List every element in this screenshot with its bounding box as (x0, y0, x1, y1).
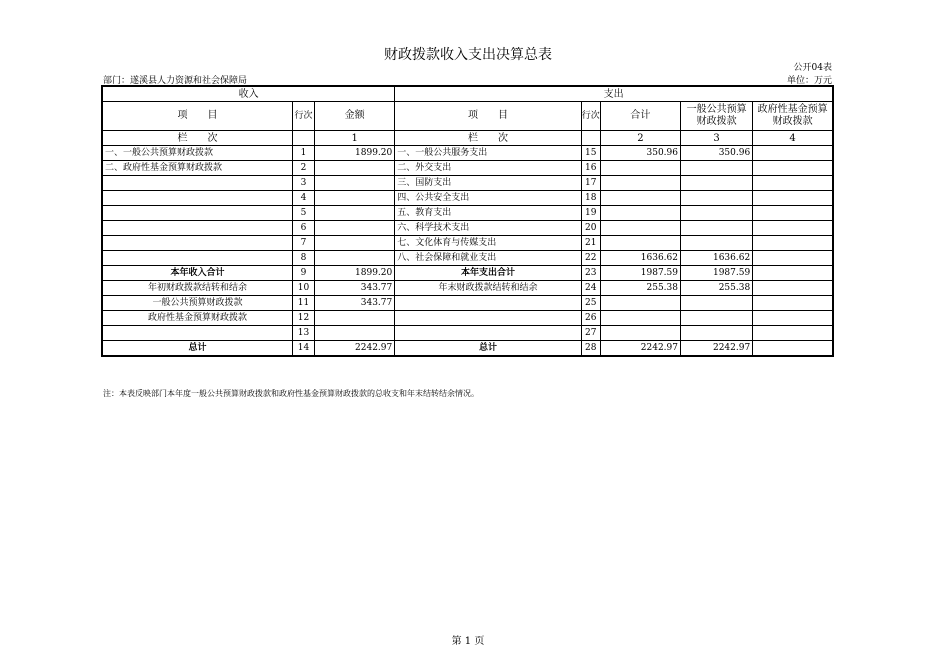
income-amount (315, 176, 395, 191)
col-item-header: 项 目 (102, 102, 293, 131)
expense-general (681, 296, 753, 311)
income-rowno: 1 (293, 146, 315, 161)
income-rowno: 10 (293, 281, 315, 296)
expense-total (600, 221, 680, 236)
table-row (102, 266, 833, 281)
expense-general (681, 176, 753, 191)
expense-rowno: 19 (581, 206, 600, 221)
income-item: 一、一般公共预算财政拨款 (102, 146, 293, 161)
income-amount (315, 191, 395, 206)
expense-general (681, 161, 753, 176)
expense-general (681, 206, 753, 221)
income-rowno: 2 (293, 161, 315, 176)
expense-item: 总计 (395, 341, 582, 357)
income-item (102, 251, 293, 266)
expense-rowno: 18 (581, 191, 600, 206)
expense-total (600, 206, 680, 221)
expense-item: 八、社会保障和就业支出 (395, 251, 582, 266)
income-amount: 343.77 (315, 296, 395, 311)
unit-label: 单位：万元 (786, 76, 832, 86)
table-row (102, 176, 833, 191)
table-row (102, 251, 833, 266)
expense-rowno: 25 (581, 296, 600, 311)
col-item2-header: 项 目 (395, 102, 582, 131)
expense-rowno: 20 (581, 221, 600, 236)
income-amount (315, 251, 395, 266)
expense-fund (753, 266, 833, 281)
income-item: 二、政府性基金预算财政拨款 (102, 161, 293, 176)
expense-fund (753, 206, 833, 221)
income-item: 年初财政拨款结转和结余 (102, 281, 293, 296)
income-amount (315, 311, 395, 326)
income-rowno: 7 (293, 236, 315, 251)
income-item: 一般公共预算财政拨款 (102, 296, 293, 311)
expense-general: 350.96 (681, 146, 753, 161)
table-row (102, 341, 833, 357)
empty-cell (581, 131, 600, 146)
col-fund-header: 政府性基金预算财政拨款 (753, 102, 833, 131)
table-row (102, 206, 833, 221)
table-row (102, 236, 833, 251)
expense-general (681, 326, 753, 341)
expense-item: 四、公共安全支出 (395, 191, 582, 206)
income-amount (315, 161, 395, 176)
table-row (102, 296, 833, 311)
income-rowno: 4 (293, 191, 315, 206)
expense-total: 1636.62 (600, 251, 680, 266)
expense-rowno: 26 (581, 311, 600, 326)
income-rowno: 9 (293, 266, 315, 281)
expense-fund (753, 296, 833, 311)
income-item (102, 236, 293, 251)
income-amount (315, 221, 395, 236)
income-rowno: 13 (293, 326, 315, 341)
expense-fund (753, 281, 833, 296)
expense-total (600, 311, 680, 326)
income-amount (315, 236, 395, 251)
income-item (102, 176, 293, 191)
expense-total: 2242.97 (600, 341, 680, 357)
income-item (102, 221, 293, 236)
income-item (102, 206, 293, 221)
expense-general (681, 191, 753, 206)
expense-total: 255.38 (600, 281, 680, 296)
expense-general: 1636.62 (681, 251, 753, 266)
col-index: 1 (315, 131, 395, 146)
table-section-header (102, 86, 833, 102)
col-index: 3 (681, 131, 753, 146)
income-header: 收入 (102, 86, 395, 102)
page-number: 第 1 页 (451, 636, 485, 647)
income-rowno: 6 (293, 221, 315, 236)
expense-fund (753, 236, 833, 251)
expense-header: 支出 (395, 86, 833, 102)
expense-rowno: 21 (581, 236, 600, 251)
expense-fund (753, 311, 833, 326)
expense-rowno: 28 (581, 341, 600, 357)
expense-general (681, 236, 753, 251)
col-amount-header: 金额 (315, 102, 395, 131)
expense-rowno: 27 (581, 326, 600, 341)
lanci-label: 栏 次 (102, 131, 293, 146)
income-rowno: 8 (293, 251, 315, 266)
expense-rowno: 16 (581, 161, 600, 176)
expense-fund (753, 191, 833, 206)
expense-item: 三、国防支出 (395, 176, 582, 191)
department-label: 部门：遂溪县人力资源和社会保障局 (103, 76, 248, 86)
lanci-label-2: 栏 次 (395, 131, 582, 146)
expense-item: 本年支出合计 (395, 266, 582, 281)
expense-total (600, 236, 680, 251)
col-rowno2-header: 行次 (581, 102, 600, 131)
income-rowno: 14 (293, 341, 315, 357)
table-row (102, 161, 833, 176)
table-row (102, 311, 833, 326)
income-item: 总计 (102, 341, 293, 357)
table-column-header (102, 102, 833, 131)
col-general-header: 一般公共预算财政拨款 (681, 102, 753, 131)
expense-rowno: 22 (581, 251, 600, 266)
expense-fund (753, 326, 833, 341)
col-index: 4 (753, 131, 833, 146)
expense-item (395, 311, 582, 326)
form-number: 公开04表 (793, 63, 832, 73)
expense-total (600, 326, 680, 341)
expense-fund (753, 146, 833, 161)
expense-total: 1987.59 (600, 266, 680, 281)
income-amount (315, 326, 395, 341)
expense-item: 五、教育支出 (395, 206, 582, 221)
income-amount (315, 206, 395, 221)
income-rowno: 11 (293, 296, 315, 311)
col-rowno-header: 行次 (293, 102, 315, 131)
expense-rowno: 24 (581, 281, 600, 296)
table-row (102, 221, 833, 236)
expense-fund (753, 251, 833, 266)
income-rowno: 5 (293, 206, 315, 221)
expense-item: 一、一般公共服务支出 (395, 146, 582, 161)
col-total-header: 合计 (600, 102, 680, 131)
table-row (102, 191, 833, 206)
expense-general (681, 221, 753, 236)
table-note: 注：本表反映部门本年度一般公共预算财政拨款和政府性基金预算财政拨款的总收支和年末结转结余情况。 (103, 389, 479, 398)
expense-rowno: 17 (581, 176, 600, 191)
expense-fund (753, 341, 833, 357)
expense-fund (753, 221, 833, 236)
income-amount: 343.77 (315, 281, 395, 296)
table-index-row (102, 131, 833, 146)
income-item: 政府性基金预算财政拨款 (102, 311, 293, 326)
expense-general: 255.38 (681, 281, 753, 296)
expense-fund (753, 161, 833, 176)
income-item (102, 326, 293, 341)
income-amount: 1899.20 (315, 266, 395, 281)
income-rowno: 12 (293, 311, 315, 326)
table-row (102, 146, 833, 161)
expense-total (600, 191, 680, 206)
expense-fund (753, 176, 833, 191)
expense-general (681, 311, 753, 326)
expense-total (600, 161, 680, 176)
income-item (102, 191, 293, 206)
expense-total (600, 296, 680, 311)
expense-rowno: 15 (581, 146, 600, 161)
expense-rowno: 23 (581, 266, 600, 281)
income-amount: 2242.97 (315, 341, 395, 357)
expense-total: 350.96 (600, 146, 680, 161)
expense-general: 1987.59 (681, 266, 753, 281)
page-title: 财政拨款收入支出决算总表 (384, 47, 552, 63)
table-row (102, 281, 833, 296)
expense-item: 二、外交支出 (395, 161, 582, 176)
table-row (102, 326, 833, 341)
expense-item: 年末财政拨款结转和结余 (395, 281, 582, 296)
empty-cell (293, 131, 315, 146)
expense-general: 2242.97 (681, 341, 753, 357)
expense-item: 七、文化体育与传媒支出 (395, 236, 582, 251)
income-amount: 1899.20 (315, 146, 395, 161)
expense-item: 六、科学技术支出 (395, 221, 582, 236)
budget-summary-table (101, 85, 834, 357)
expense-item (395, 326, 582, 341)
expense-item (395, 296, 582, 311)
col-index: 2 (600, 131, 680, 146)
income-item: 本年收入合计 (102, 266, 293, 281)
expense-total (600, 176, 680, 191)
income-rowno: 3 (293, 176, 315, 191)
